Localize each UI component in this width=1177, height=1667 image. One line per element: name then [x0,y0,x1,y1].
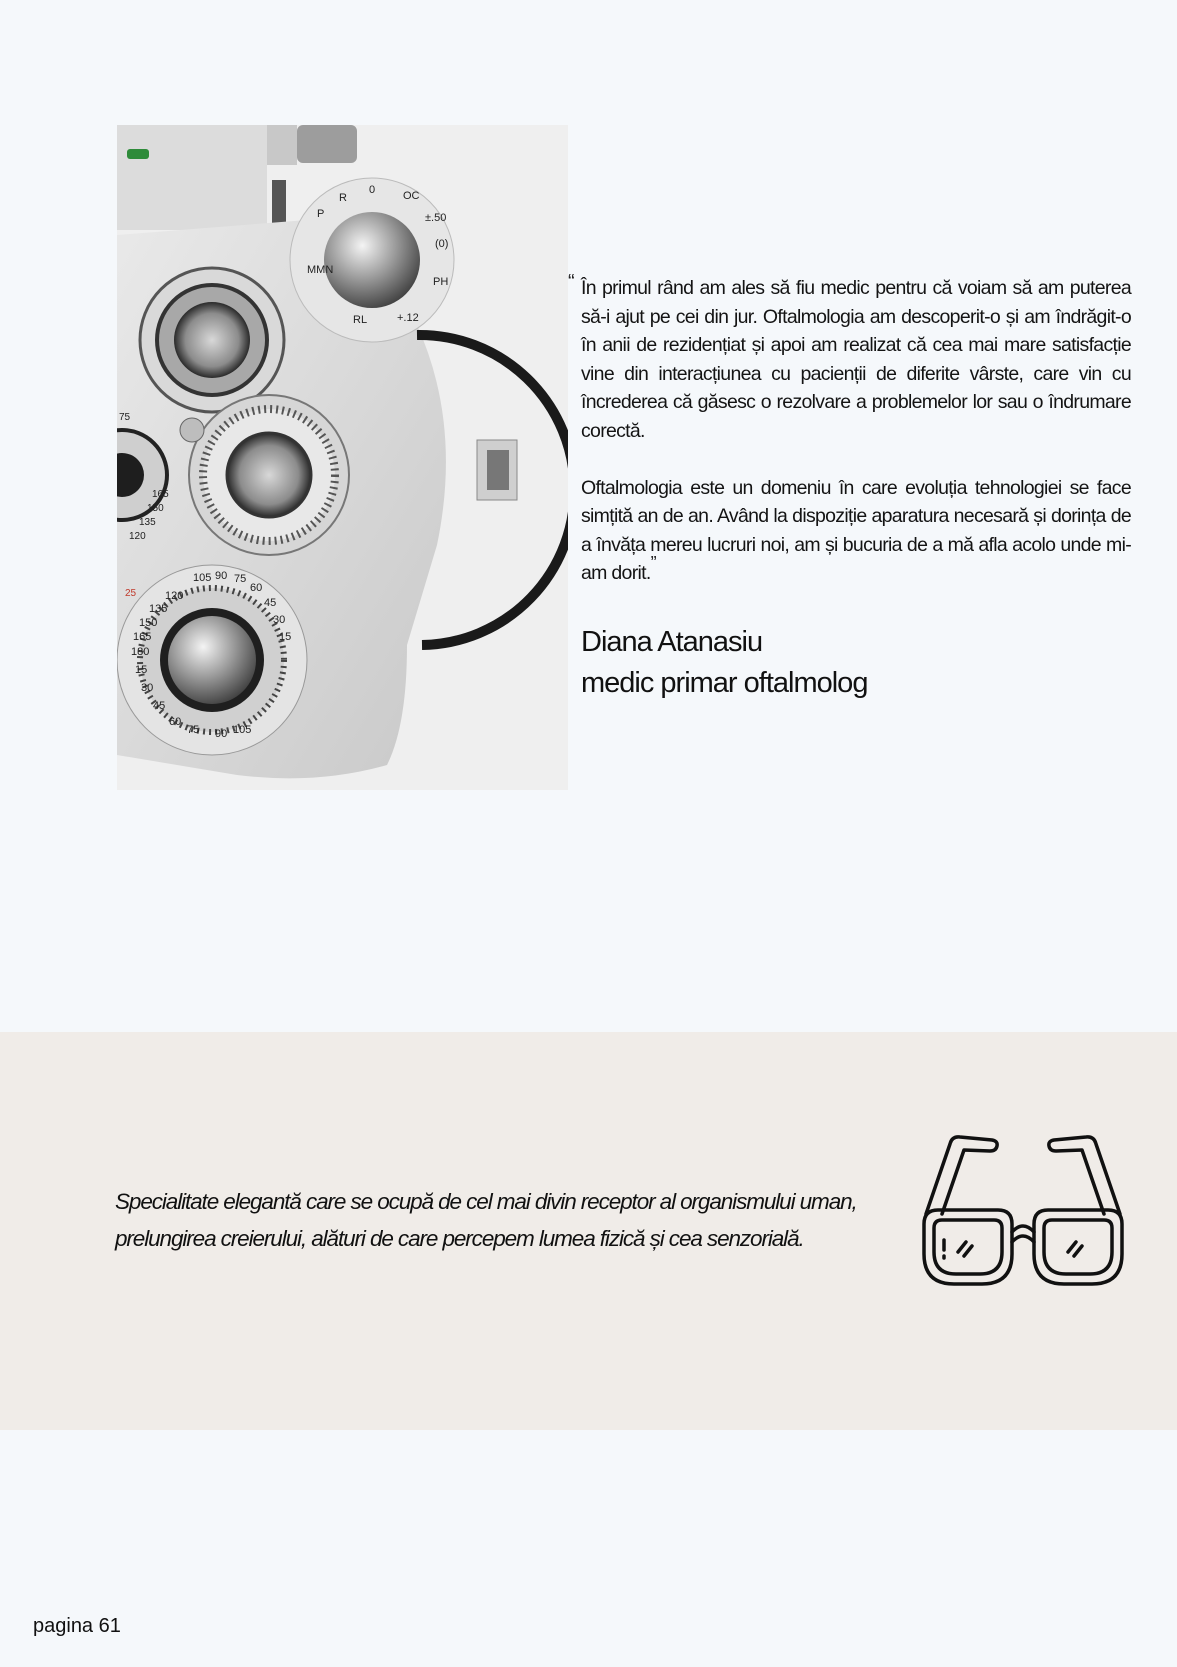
quote-paragraph-2-text: Oftalmologia este un domeniu în care evoluția tehnologiei se face simțită an de an. Având la dispoziție aparatura necesară și dorința de a învăța mereu lucruri noi, am și bucuria de a mă afla acolo unde mi-am dorit. [581,476,1131,585]
dial-label: 30 [273,614,286,626]
dial-label: 120 [129,531,146,542]
dial-label: 75 [234,573,247,585]
dial-label: 60 [250,582,263,594]
testimonial-quote [568,271,1131,588]
dial-label: 60 [169,716,182,728]
dial-label: 105 [233,724,252,736]
dial-label: 30 [141,682,154,694]
dial-label: 135 [139,517,156,528]
dial-label: 75 [119,412,131,423]
glasses-icon [920,1124,1126,1286]
dial-label: 90 [215,570,228,582]
page-number: pagina 61 [33,1615,121,1637]
quote-paragraph-1: În primul rând am ales să fiu medic pentru că voiam să am puterea să-i ajut pe cei din jur. Oftalmologia am descoperit-o și am îndrăgit-o în anii de rezidențiat și apoi am realizat că cea mai mare satisfacție vine din interacțiunea cu pacienții de diferite vârste, care vin cu încrederea că găsesc o rezolvare a problemelor lor sau o îndrumare corectă. [581,277,1131,442]
tagline [115,1183,915,1257]
dial-label: MMN [307,264,334,276]
author-name: Diana Atanasiu [581,626,763,658]
author-title: medic primar oftalmolog [581,667,868,699]
dial-label: 15 [135,664,148,676]
dial-label: 120 [165,590,184,602]
signature [581,622,867,704]
dial-label: 150 [147,503,164,514]
dial-label: 0 [369,184,376,196]
dial-label: +.12 [397,312,419,324]
dial-label: ±.50 [425,212,447,224]
dial-label: 25 [125,588,137,599]
dial-label: 180 [131,646,150,658]
dial-label: 15 [279,631,292,643]
dial-label: 45 [153,700,166,712]
dial-label: RL [353,314,368,326]
tagline-line-1: Specialitate elegantă care se ocupă de cel mai divin receptor al organismului uman, [115,1189,857,1214]
dial-label: 105 [193,572,212,584]
dial-label: OC [403,190,420,202]
dial-label: R [339,192,347,204]
dial-label: 90 [215,728,228,740]
dial-label: 150 [139,617,158,629]
dial-label: 75 [187,724,200,736]
quote-paragraph-2 [581,474,1131,588]
dial-label: 135 [149,603,168,615]
dial-label: PH [433,276,449,288]
phoropter-photo [117,125,568,790]
dial-label: (0) [435,238,449,250]
tagline-line-2: prelungirea creierului, alături de care percepem lumea fizică și cea senzorială. [115,1226,804,1251]
dial-label: 165 [133,631,152,643]
dial-label: P [317,208,325,220]
dial-label: 165 [152,489,169,500]
dial-label: 45 [264,597,277,609]
close-quote-mark: ” [650,553,656,574]
open-quote-mark: “ [568,271,574,293]
